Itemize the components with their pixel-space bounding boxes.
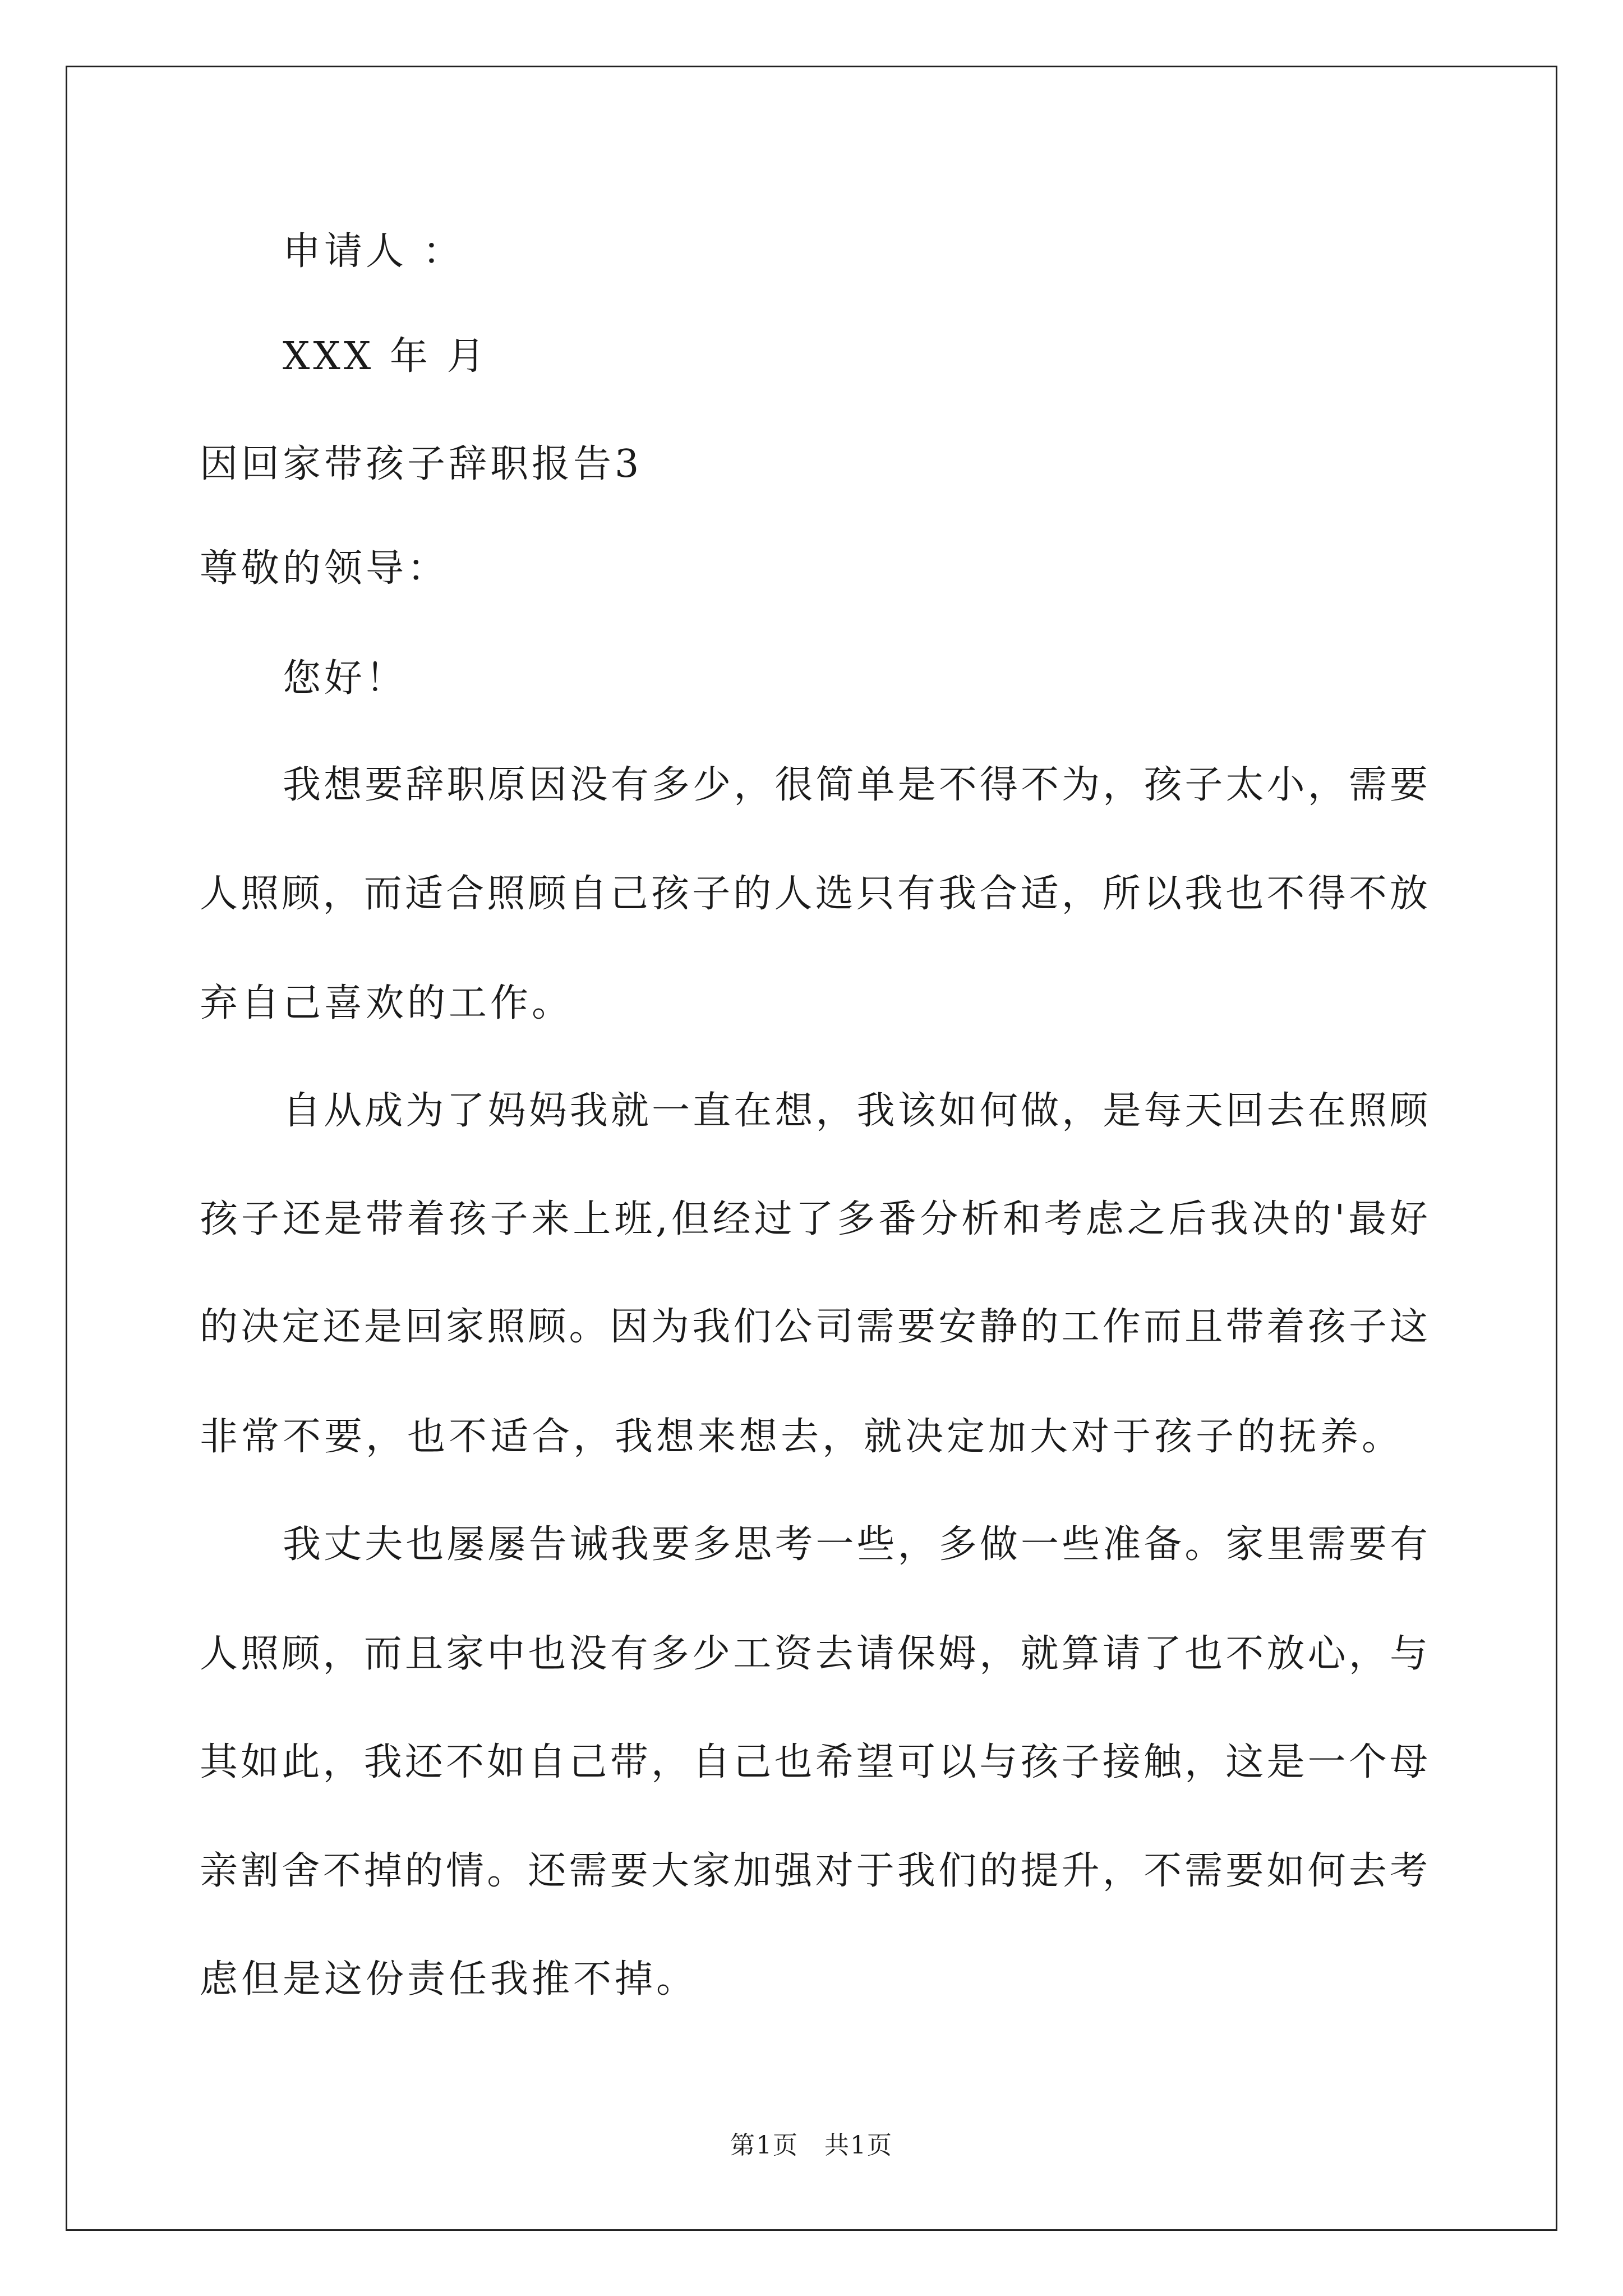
paragraph-3-line-5: 虑但是这份责任我推不掉。 — [200, 1957, 698, 2001]
paragraph-2-line-2: 孩子还是带着孩子来上班,但经过了多番分析和考虑之后我决的'最好 — [200, 1197, 1428, 1241]
paragraph-3-line-3: 其如此，我还不如自己带，自己也希望可以与孩子接触，这是一个母 — [200, 1740, 1428, 1784]
paragraph-1-line-1: 我想要辞职原因没有多少，很简单是不得不为，孩子太小，需要 — [283, 763, 1428, 807]
paragraph-2-line-1: 自从成为了妈妈我就一直在想，我该如何做，是每天回去在照顾 — [283, 1089, 1428, 1133]
date-line: XXX 年 月 — [283, 334, 488, 379]
paragraph-2-line-3: 的决定还是回家照顾。因为我们公司需要安静的工作而且带着孩子这 — [200, 1305, 1428, 1349]
paragraph-3-line-4: 亲割舍不掉的情。还需要大家加强对于我们的提升，不需要如何去考 — [200, 1849, 1428, 1893]
document-title: 因回家带孩子辞职报告3 — [200, 442, 643, 486]
page-number-footer: 第1页 共1页 — [730, 2131, 893, 2160]
paragraph-2-line-4: 非常不要，也不适合，我想来想去，就决定加大对于孩子的抚养。 — [200, 1415, 1404, 1459]
page-border — [66, 66, 1557, 2231]
greeting: 您好！ — [283, 656, 408, 701]
paragraph-3-line-2: 人照顾，而且家中也没有多少工资去请保姆，就算请了也不放心，与 — [200, 1632, 1428, 1676]
paragraph-1-line-3: 弃自己喜欢的工作。 — [200, 981, 574, 1025]
paragraph-3-line-1: 我丈夫也屡屡告诫我要多思考一些，多做一些准备。家里需要有 — [283, 1522, 1428, 1567]
applicant-line: 申请人 ： — [283, 229, 464, 274]
paragraph-1-line-2: 人照顾，而适合照顾自己孩子的人选只有我合适，所以我也不得不放 — [200, 872, 1428, 916]
salutation: 尊敬的领导： — [200, 546, 449, 591]
